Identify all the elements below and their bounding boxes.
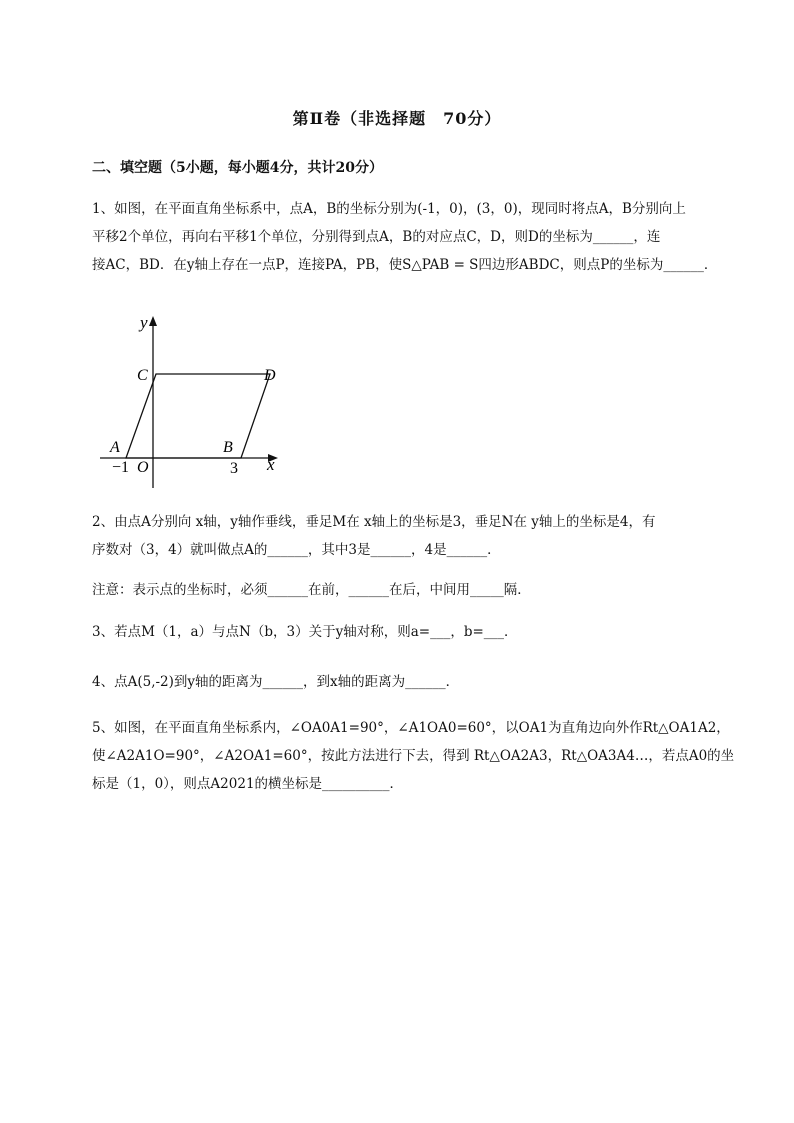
question-5-line-2: 使∠A2A1O=90°，∠A2OA1=60°，按此方法进行下去，得到 Rt△OA2A3，Rt△OA3A4…，若点A0的坐 bbox=[92, 748, 735, 764]
point-c-label: C bbox=[137, 367, 148, 384]
question-5 bbox=[92, 714, 735, 798]
question-1 bbox=[92, 195, 732, 279]
origin-label: O bbox=[137, 459, 149, 476]
question-4 bbox=[92, 668, 732, 696]
section-heading: 二、填空题（5小题，每小题4分，共计20分） bbox=[92, 160, 383, 176]
coordinate-figure bbox=[100, 312, 300, 492]
point-a-label: A bbox=[110, 439, 120, 456]
note-text: 注意：表示点的坐标时，必须______在前，______在后，中间用_____隔． bbox=[92, 582, 531, 598]
question-4-text: 4、点A(5,-2)到y轴的距离为______，到x轴的距离为______． bbox=[92, 674, 460, 690]
question-1-line-2: 平移2个单位，再向右平移1个单位，分别得到点A，B的对应点C，D，则D的坐标为______，连 bbox=[92, 229, 661, 245]
question-3 bbox=[92, 618, 732, 646]
parallelogram-abdc bbox=[126, 374, 270, 458]
question-1-line-1: 1、如图，在平面直角坐标系中，点A，B的坐标分别为(-1，0)，(3，0)，现同时将点A，B分别向上 bbox=[92, 201, 686, 217]
question-5-line-3: 标是（1，0），则点A2021的横坐标是__________． bbox=[92, 776, 404, 792]
x-axis-label: x bbox=[267, 455, 275, 474]
question-1-line-3: 接AC，BD．在y轴上存在一点P，连接PA，PB，使S△PAB = S四边形ABDC，则点P的坐标为______． bbox=[92, 257, 718, 273]
question-2 bbox=[92, 508, 732, 564]
page-title: 第Ⅱ卷（非选择题 70分） bbox=[292, 109, 502, 128]
question-5-line-1: 5、如图，在平面直角坐标系内，∠OA0A1=90°，∠A1OA0=60°，以OA1为直角边向外作Rt△OA1A2， bbox=[92, 720, 730, 736]
note-line bbox=[92, 576, 732, 604]
point-b-label: B bbox=[223, 439, 233, 456]
tick-label-3: 3 bbox=[230, 460, 238, 477]
question-2-line-2: 序数对（3，4）就叫做点A的______，其中3是______，4是______． bbox=[92, 542, 501, 558]
y-axis-label: y bbox=[140, 313, 148, 332]
question-3-text: 3、若点M（1，a）与点N（b，3）关于y轴对称，则a=___，b=___． bbox=[92, 624, 518, 640]
y-axis-arrow bbox=[149, 316, 157, 326]
tick-label-neg1: −1 bbox=[112, 459, 130, 476]
question-2-line-1: 2、由点A分别向 x轴，y轴作垂线，垂足M在 x轴上的坐标是3，垂足N在 y轴上的坐标是4，有 bbox=[92, 514, 656, 530]
point-d-label: D bbox=[264, 367, 276, 384]
